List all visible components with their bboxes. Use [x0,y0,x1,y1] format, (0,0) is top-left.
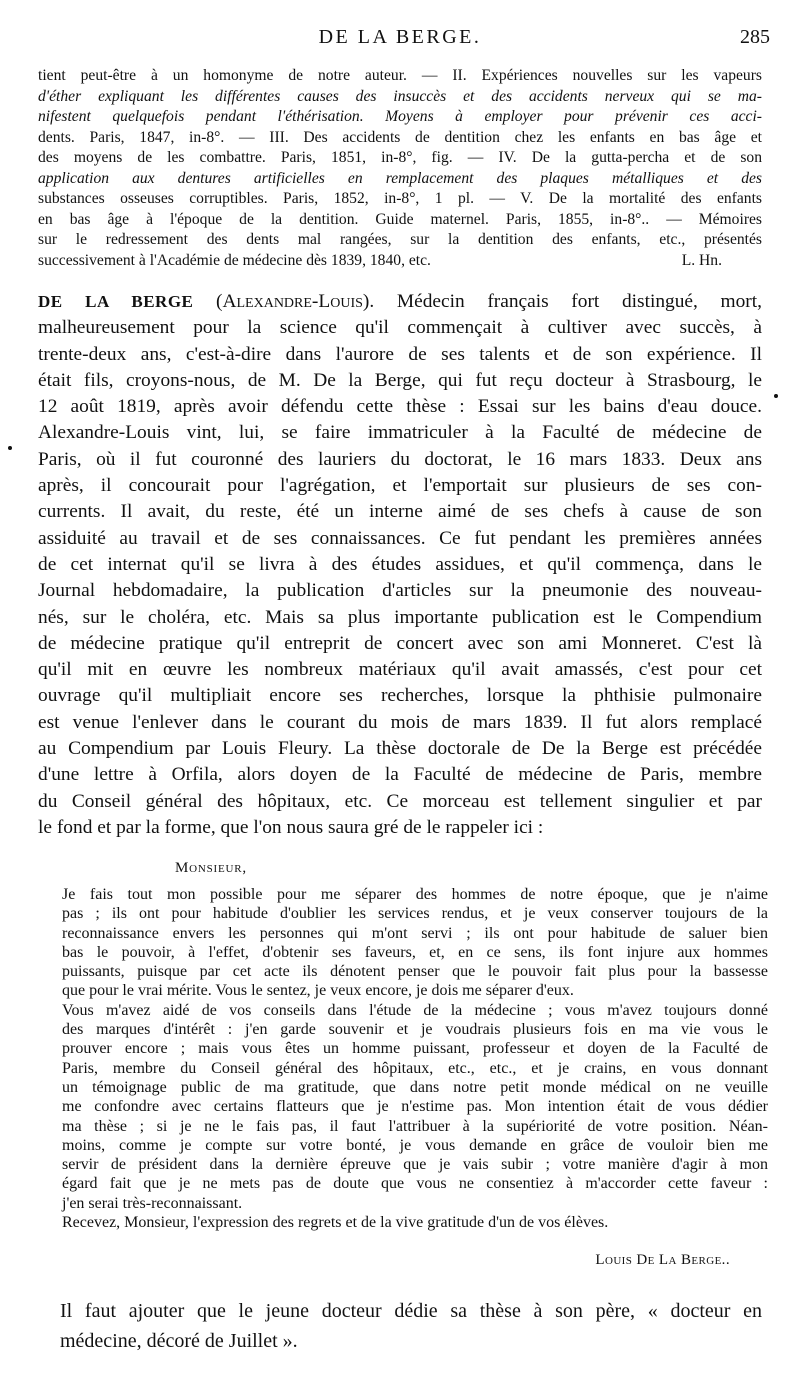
entry-line: après, il concourait pour l'agrégation, et l'emportait sur plusieurs de ses con- [38,475,762,497]
page-header [30,26,770,54]
letter-line: un témoignage public de ma gratitude, que dans notre petit monde médical on ne veuille [62,1078,768,1096]
letter-signature: Louis De La Berge.. [595,1252,730,1268]
entry-line-text: Médecin français fort distingué, mort, [396,291,762,312]
notes-line-last [38,251,762,272]
entry-line: assiduité au travail et de ses connaissances. Ce fut pendant les premières années [38,527,762,549]
notes-line: application aux dentures artificielles en remplacement des plaques métalliques et des [38,169,762,187]
letter-salutation: Monsieur, [175,860,247,876]
notes-line: sur le redressement des dents mal rangées, sur la dentition des enfants, etc., présentés [38,231,762,248]
entry-line: 12 août 1819, après avoir défendu cette thèse : Essai sur les bains d'eau douce. [38,396,762,418]
quoted-letter [62,885,768,1232]
entry-line: Alexandre-Louis vint, lui, se faire immatriculer à la Faculté de médecine de [38,422,762,444]
notes-line: tient peut-être à un homonyme de notre auteur. — II. Expériences nouvelles sur les vapeurs [38,67,762,84]
notes-line-text: successivement à l'Académie de médecine dès 1839, 1840, etc. [38,251,431,269]
notes-line: substances osseuses corruptibles. Paris, 1852, in-8°, 1 pl. — V. De la mortalité des enfants [38,190,762,207]
letter-line: ma thèse ; si je ne le fais pas, il faut l'attribuer à la supériorité de votre position. Néan- [62,1117,768,1135]
entry-line: qu'il mit en œuvre les nombreux matériaux qu'il avait amassés, c'est pour cet [38,659,762,681]
letter-line: prouver encore ; mais vous êtes un homme puissant, professeur et doyen de la Faculté de [62,1040,768,1058]
closing-line: Il faut ajouter que le jeune docteur dédie sa thèse à son père, « docteur en [60,1300,762,1322]
letter-line: égard fait que je ne mets pas de doute que vous ne consentiez à m'accorder cette faveur : [62,1175,768,1193]
letter-line: me confondre avec certains flatteurs que je n'estime pas. Mon intention était de vous dédier [62,1098,768,1116]
entry-line: Journal hebdomadaire, la publication d'articles sur la pneumonie des nouveau- [38,580,762,602]
margin-mark [774,394,778,398]
entry-line: ouvrage qu'il multipliait encore ses recherches, lorsque la phthisie pulmonaire [38,685,762,707]
letter-line: reconnaissance envers les personnes qui m'ont servi ; ils ont pour habitude de saluer bien [62,924,768,942]
letter-line: Recevez, Monsieur, l'expression des regrets et de la vive gratitude d'un de vos élèves. [62,1214,609,1232]
letter-line: bas le pouvoir, à l'effet, d'obtenir ses faveurs, et, en ce sens, ils font injure aux hommes [62,943,768,961]
notes-line: nifestent quelquefois pendant l'éthérisation. Moyens à employer pour prévenir ces acci- [38,108,762,125]
letter-line: puissants, puisque par cet acte ils dénotent penser que le pouvoir fait plus pour la bassesse [62,963,768,981]
entry-line: de médecine pratique qu'il entreprit de concert avec son ami Monneret. C'est là [38,632,762,654]
entry-first-line [38,289,762,315]
entry-line-last: le fond et par la forme, que l'on nous saura gré de le rappeler ici : [38,816,544,838]
entry-line: était fils, croyons-nous, de M. De la Berge, qui fut reçu docteur à Strasbourg, le [38,369,762,391]
page-number: 285 [740,26,770,48]
entry-line: Paris, où il fut couronné des lauriers du doctorat, le 16 mars 1833. Deux ans [38,448,762,470]
letter-line: j'en serai très-reconnaissant. [62,1194,243,1212]
notes-signature: L. Hn. [681,251,722,269]
letter-line: Je fais tout mon possible pour me séparer des hommes de notre époque, que je n'aime [62,886,768,903]
letter-line: pas ; ils ont pour habitude d'oublier les services rendus, et je veux conserver toujours de la [62,905,768,923]
entry-headword: DE LA BERGE [38,292,194,311]
entry-line: trente-deux ans, c'est-à-dire dans l'aurore de ses talents et de son expérience. Il [38,343,762,365]
bibliography-notes [38,66,762,271]
closing-paragraph [60,1296,762,1356]
entry-line: nés, sur le choléra, etc. Mais sa plus importante publication est le Compendium [38,606,762,628]
entry-line: de cet internat qu'il se livra à des études assidues, et qu'il commença, dans le [38,553,762,575]
letter-line: servir de président dans la dernière épreuve que je vais subir ; votre manière d'agir à mon [62,1156,768,1174]
entry-line: du Conseil général des hôpitaux, etc. Ce morceau est tellement singulier et par [38,790,762,812]
margin-mark [8,446,12,450]
notes-line: des moyens de les combattre. Paris, 1851, in-8°, fig. — IV. De la gutta-percha et de son [38,149,762,166]
running-title: DE LA BERGE. [318,26,482,48]
notes-line: en bas âge à l'époque de la dentition. Guide maternel. Paris, 1855, in-8°.. — Mémoires [38,210,762,228]
letter-line: que pour le vrai mérite. Vous le sentez, je veux encore, je dois me séparer d'eux. [62,982,574,1000]
letter-line: moins, comme je compte sur votre bonté, je vous demande en grâce de vouloir bien me [62,1136,768,1154]
letter-line: des marques d'intérêt : j'en garde souvenir et je voudrais plusieurs fois en ma vie vous le [62,1021,768,1039]
entry-line: currents. Il avait, du reste, été un interne aimé de ses chefs à cause de son [38,501,762,523]
notes-line: d'éther expliquant les différentes causes des insuccès et des accidents nerveux qui se ma- [38,87,762,105]
letter-line: Vous m'avez aidé de vos conseils dans l'étude de la médecine ; vous m'avez toujours donné [62,1001,768,1019]
entry-given-names: (Alexandre-Louis). [216,291,375,312]
closing-line-last: médecine, décoré de Juillet ». [60,1330,298,1352]
notes-line: dents. Paris, 1847, in-8°. — III. Des accidents de dentition chez les enfants en bas âge et [38,128,762,146]
entry-line: d'une lettre à Orfila, alors doyen de la Faculté de médecine de Paris, membre [38,764,762,786]
biography-entry [38,289,762,841]
entry-line: est venue l'enlever dans le courant du mois de mars 1839. Il fut alors remplacé [38,711,762,733]
letter-line: Paris, membre du Conseil général des hôpitaux, etc., etc., et je crains, en vous donnant [62,1059,768,1077]
entry-line: au Compendium par Louis Fleury. La thèse doctorale de De la Berge est précédée [38,738,762,760]
entry-line: malheureusement pour la science qu'il commençait à cultiver avec succès, à [38,317,762,339]
